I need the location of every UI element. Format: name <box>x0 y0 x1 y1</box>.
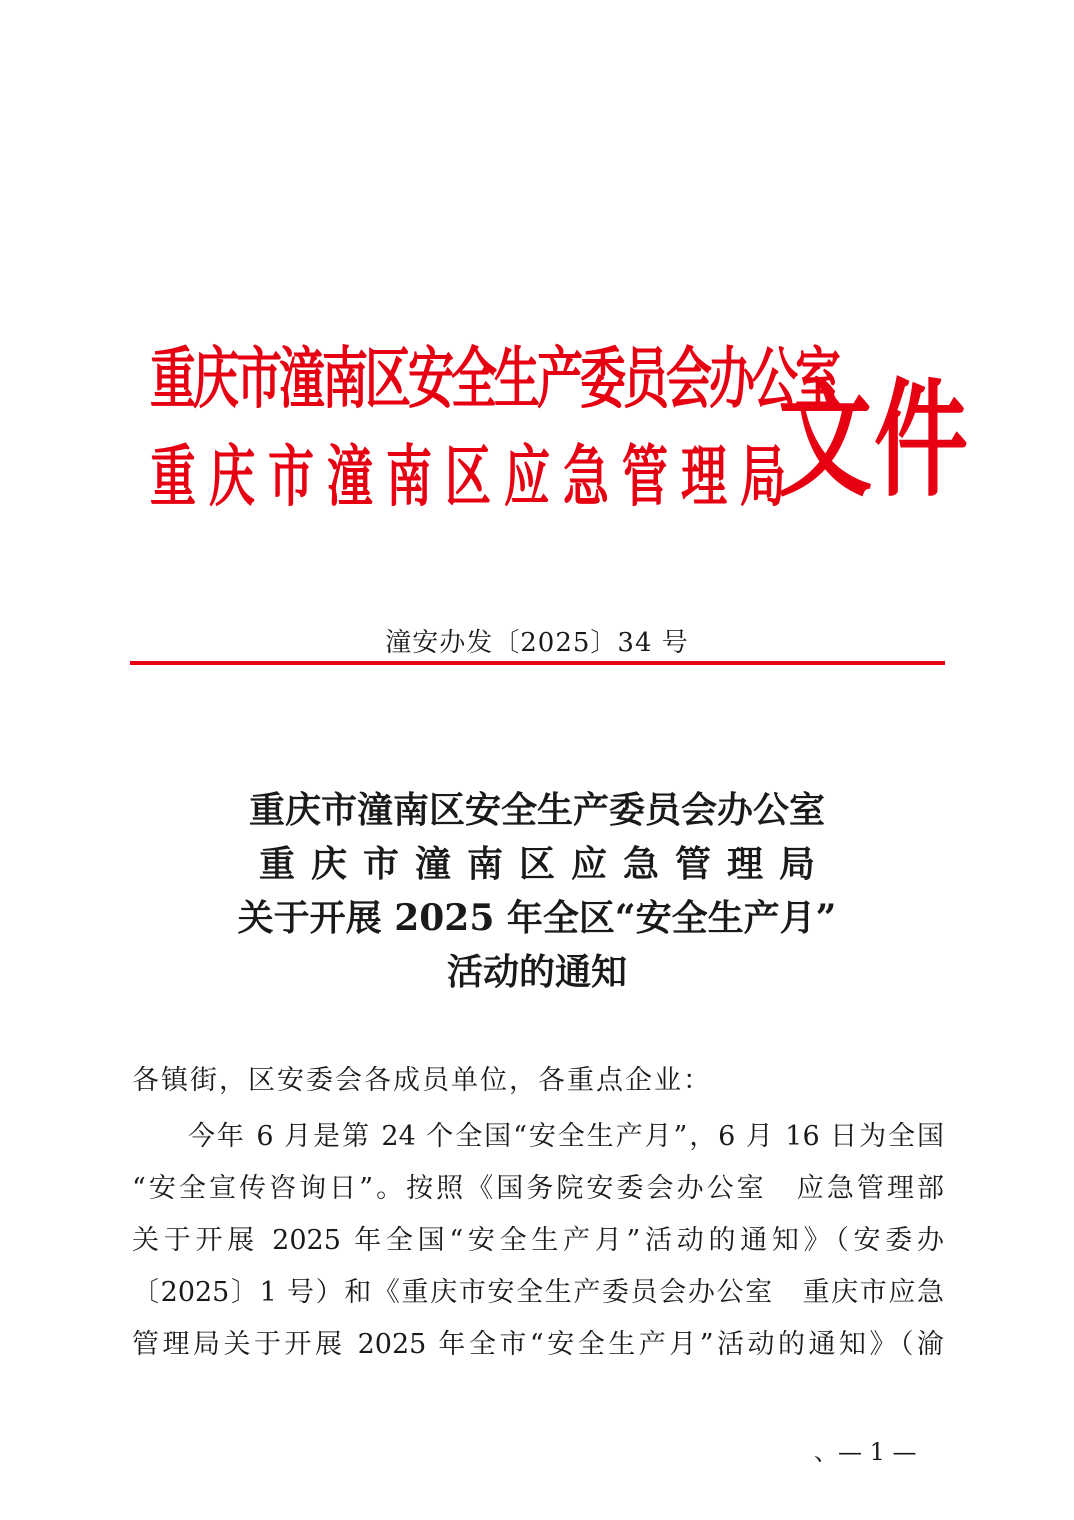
body-line: 今年 6 月是第 24 个全国“安全生产月”，6 月 16 日为全国 <box>188 1121 944 1152</box>
body-line: 关于开展 2025 年全国“安全生产月”活动的通知》（安委办 <box>132 1225 944 1256</box>
salutation: 各镇街，区安委会各成员单位，各重点企业： <box>132 1065 712 1096</box>
title-line-3: 关于开展 2025 年全区“安全生产月” <box>237 897 837 939</box>
red-divider <box>130 661 945 665</box>
document-header <box>150 318 971 528</box>
document-number: 潼安办发〔2025〕34 号 <box>385 628 689 658</box>
document-word: 文件 <box>778 367 971 515</box>
title-line-4: 活动的通知 <box>446 951 627 993</box>
title-line-2: 重庆市潼南区应急管理局 <box>258 843 831 885</box>
issuer-name-safety-committee: 重庆市潼南区安全生产委员会办公室 <box>150 339 838 418</box>
issuer-name-emergency-bureau: 重庆市潼南区应急管理局 <box>150 437 799 516</box>
page-number: 、— 1 — <box>814 1438 917 1466</box>
body-line: “安全宣传咨询日”。按照《国务院安委会办公室 应急管理部 <box>132 1173 944 1204</box>
title-line-1: 重庆市潼南区安全生产委员会办公室 <box>248 789 825 831</box>
body-line: 管理局关于开展 2025 年全市“安全生产月”活动的通知》（渝 <box>132 1329 944 1360</box>
body-line: 〔2025〕1 号）和《重庆市安全生产委员会办公室 重庆市应急 <box>132 1277 944 1308</box>
